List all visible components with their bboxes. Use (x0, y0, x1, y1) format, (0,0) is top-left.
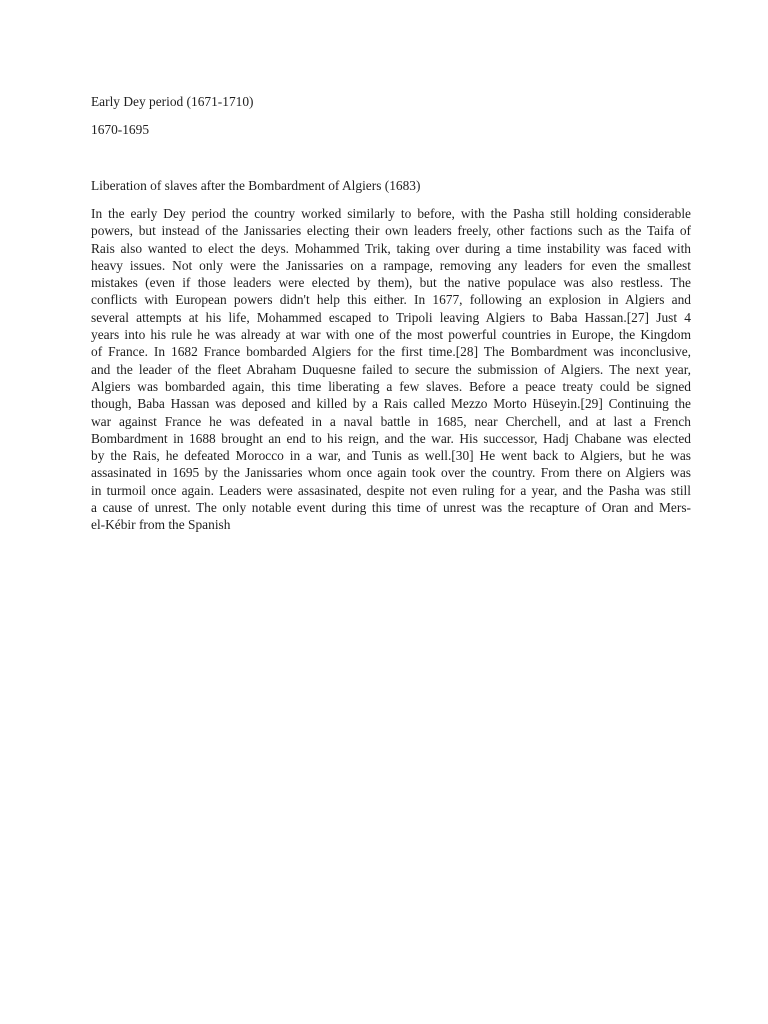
paragraph-line: though, Baba Hassan was deposed and killed by a Rais called Mezzo Morto Hüseyin.[29] Continuing the (91, 396, 691, 412)
paragraph-line: of France. In 1682 France bombarded Algiers for the first time.[28] The Bombardment was inconclusive, (91, 344, 691, 360)
image-caption: Liberation of slaves after the Bombardment of Algiers (1683) (91, 178, 421, 193)
paragraph-line: a cause of unrest. The only notable event during this time of unrest was the recapture of Oran and Mers- (91, 500, 691, 516)
paragraph-line: el-Kébir from the Spanish (91, 517, 231, 533)
paragraph-line: Algiers was bombarded again, this time liberating a few slaves. Before a peace treaty could be signed (91, 378, 691, 394)
paragraph-line: conflicts with European powers didn't help this either. In 1677, following an explosion in Algiers and (91, 292, 691, 308)
paragraph-line: In the early Dey period the country worked similarly to before, with the Pasha still holding considerable (91, 206, 691, 221)
paragraph-line: assasinated in 1695 by the Janissaries whom once again took over the country. From there on Algiers was (91, 465, 691, 481)
body-paragraph (91, 205, 691, 534)
paragraph-line: war against France he was defeated in a naval battle in 1685, near Cherchell, and at last a French (91, 413, 691, 429)
paragraph-line: mistakes (even if those leaders were elected by them), but the native populace was also restless. The (91, 275, 691, 291)
paragraph-line: several attempts at his life, Mohammed escaped to Tripoli leaving Algiers to Baba Hassan.[27] Just 4 (91, 309, 691, 325)
paragraph-line: Rais also wanted to elect the deys. Mohammed Trik, taking over during a time instability was faced with (91, 240, 691, 256)
paragraph-line: Bombardment in 1688 brought an end to his reign, and the war. His successor, Hadj Chabane was elected (91, 430, 691, 446)
paragraph-line: in turmoil once again. Leaders were assasinated, despite not even ruling for a year, and the Pasha was still (91, 482, 691, 498)
paragraph-line: and the leader of the fleet Abraham Duquesne failed to secure the submission of Algiers. The next year, (91, 361, 691, 377)
paragraph-line: heavy issues. Not only were the Janissaries on a rampage, removing any leaders for even the smallest (91, 257, 691, 273)
paragraph-line: years into his rule he was already at war with one of the most powerful countries in Europe, the Kingdom (91, 327, 691, 343)
paragraph-line: by the Rais, he defeated Morocco in a war, and Tunis as well.[30] He went back to Algiers, but he was (91, 448, 691, 464)
page-title: Early Dey period (1671-1710) (91, 94, 254, 109)
paragraph-line: powers, but instead of the Janissaries electing their own leaders freely, other factions such as the Taifa of (91, 223, 691, 239)
period-subtitle: 1670-1695 (91, 122, 150, 137)
